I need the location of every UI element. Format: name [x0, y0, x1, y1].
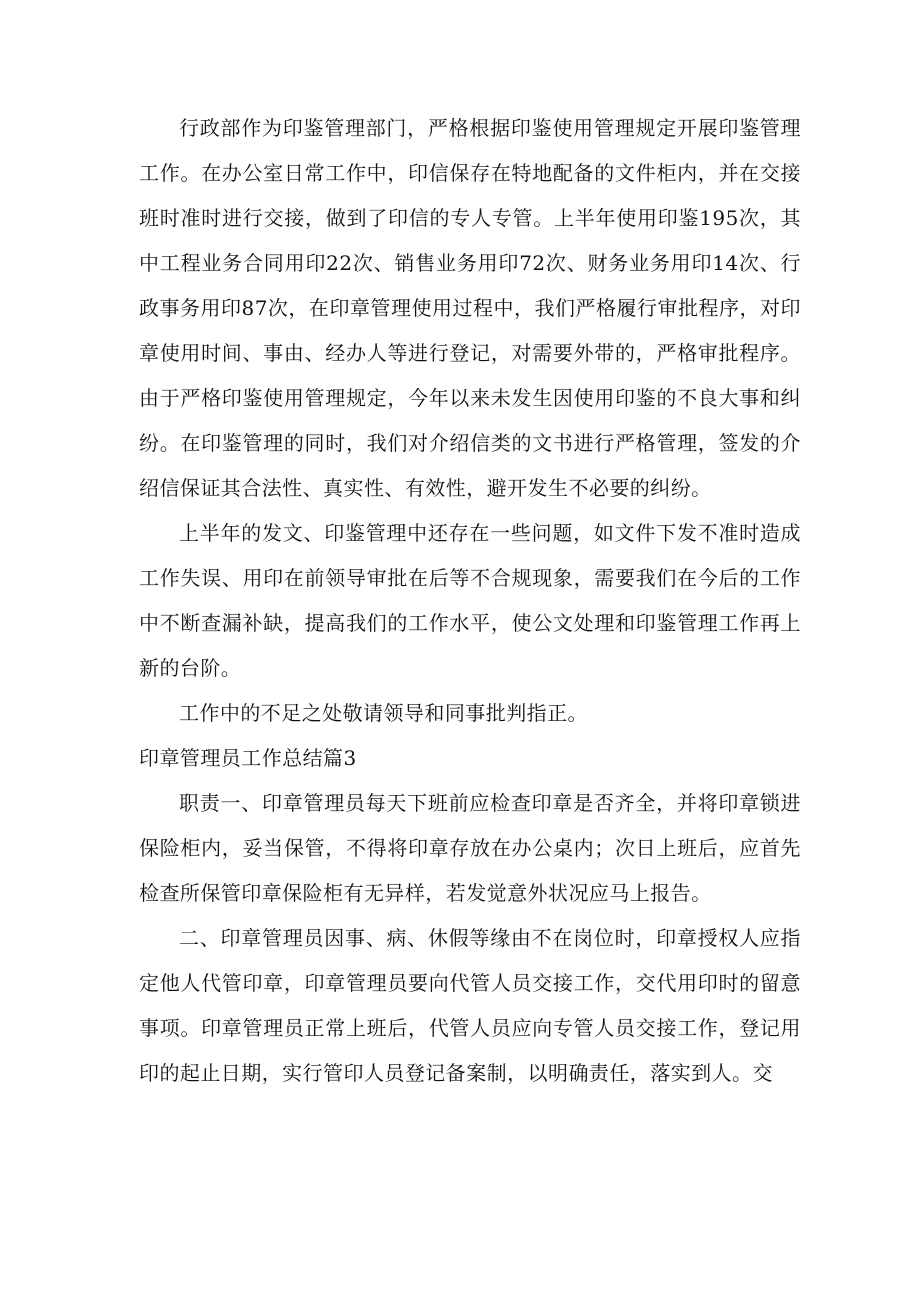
paragraph-closing: 工作中的不足之处敬请领导和同事批判指正。	[179, 701, 588, 725]
paragraph-duty-two: 二、印章管理员因事、病、休假等缘由不在岗位时，印章授权人应指定他人代管印章，印章管理员要向代管人员交接工作，交代用印时的留意事项。印章管理员正常上班后，代管人员应向专管人员交接工作，登记用印的起止日期，实行管印人员登记备案制，以明确责任，落实到人。交	[139, 926, 801, 1085]
paragraph-problems: 上半年的发文、印鉴管理中还存在一些问题，如文件下发不准时造成工作失误、用印在前领导审批在后等不合规现象，需要我们在今后的工作中不断查漏补缺，提高我们的工作水平，使公文处理和印鉴管理工作再上新的台阶。	[139, 521, 801, 680]
paragraph-duty-one: 职责一、印章管理员每天下班前应检查印章是否齐全，并将印章锁进保险柜内，妥当保管，不得将印章存放在办公桌内；次日上班后，应首先检查所保管印章保险柜有无异样，若发觉意外状况应马上报告。	[139, 791, 801, 905]
paragraph-seal-management: 行政部作为印鉴管理部门，严格根据印鉴使用管理规定开展印鉴管理工作。在办公室日常工作中，印信保存在特地配备的文件柜内，并在交接班时准时进行交接，做到了印信的专人专管。上半年使用印鉴195次，其中工程业务合同用印22次、销售业务用印72次、财务业务用印14次、行政事务用印87次，在印章管理使用过程中，我们严格履行审批程序，对印章使用时间、事由、经办人等进行登记，对需要外带的，严格审批程序。由于严格印鉴使用管理规定，今年以来未发生因使用印鉴的不良大事和纠纷。在印鉴管理的同时，我们对介绍信类的文书进行严格管理，签发的介绍信保证其合法性、真实性、有效性，避开发生不必要的纠纷。	[139, 116, 801, 500]
section-heading: 印章管理员工作总结篇3	[139, 746, 357, 770]
document-body	[139, 106, 801, 1096]
